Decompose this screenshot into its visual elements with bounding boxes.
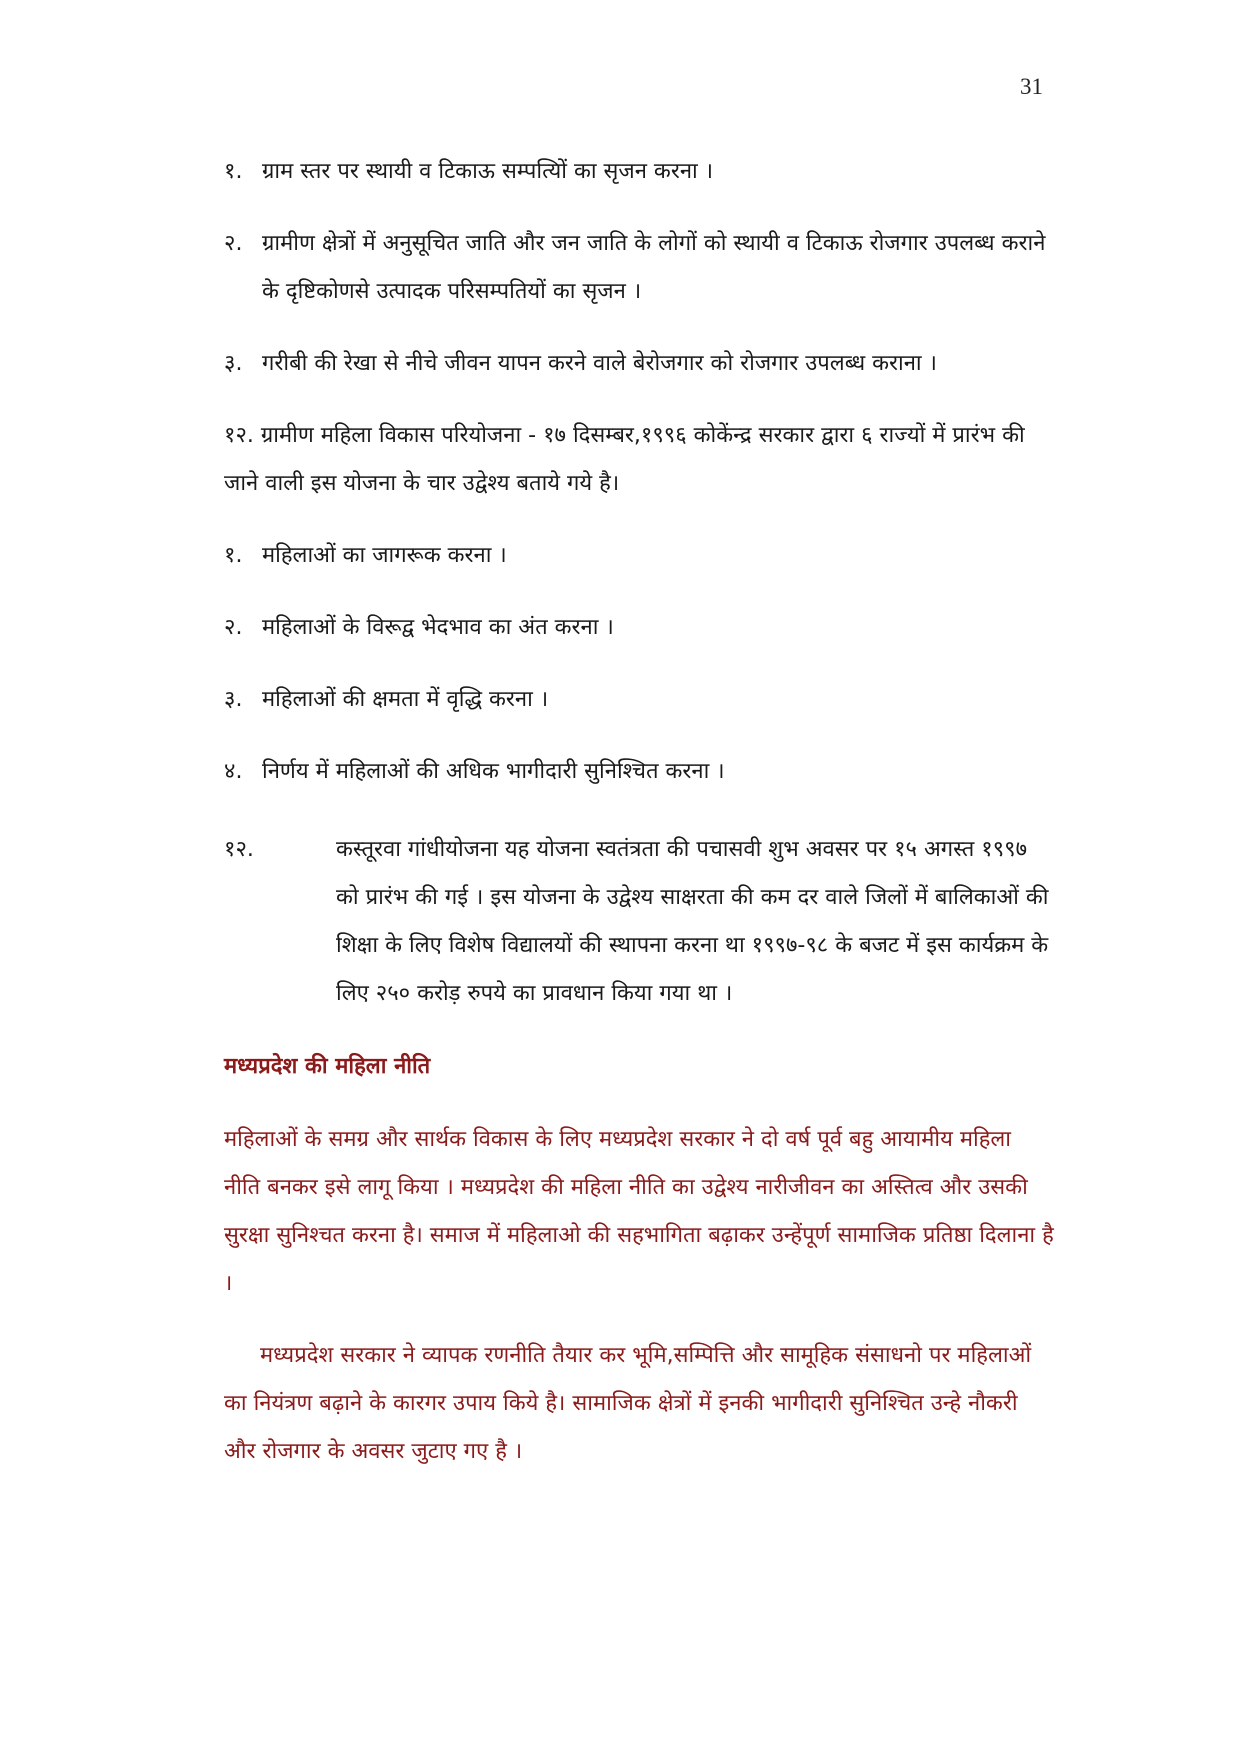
list-number: २. [224,615,243,640]
list-item [224,676,1054,724]
list-item [224,340,1054,388]
section-paragraph-2: मध्यप्रदेश सरकार ने व्यापक रणनीति तैयार कर भूमि,सम्पित्ति और सामूहिक संसाधनो पर महिलाओं का नियंत्रण बढ़ाने के कारगर उपाय किये है। सामाजिक क्षेत्रों में इनकी भागीदारी सुनिश्चित उन्हे नौकरी और रोजगार के अवसर जुटाए गए है । [224,1343,1032,1464]
list-number: २. [224,231,243,256]
list-text: गरीबी की रेखा से नीचे जीवन यापन करने वाले बेरोजगार को रोजगार उपलब्ध कराना । [262,351,937,376]
list-text: महिलाओं के विरूद्व भेदभाव का अंत करना । [262,615,614,640]
section-heading: मध्यप्रदेश की महिला नीति [224,1054,431,1079]
list-number: ३. [224,687,243,712]
list-item [224,604,1054,652]
list-item [224,532,1054,580]
list-item [224,220,1054,316]
list-number: १. [224,159,243,184]
list-item [224,748,1054,796]
list-number: १२. [224,837,254,862]
list-number: ४. [224,759,243,784]
list-text: निर्णय में महिलाओं की अधिक भागीदारी सुनिश्चित करना । [262,759,725,784]
kasturba-scheme-item [224,826,1054,1018]
list-text: ग्रामीण क्षेत्रों में अनुसूचित जाति और जन जाति के लोगों को स्थायी व टिकाऊ रोजगार उपलब्ध कराने के दृष्टिकोणसे उत्पादक परिसम्पतियों का सृजन । [262,231,1046,304]
kasturba-scheme-text: कस्तूरवा गांधीयोजना यह योजना स्वतंत्रता की पचासवी शुभ अवसर पर १५ अगस्त १९९७ को प्रारंभ की गई । इस योजना के उद्वेश्य साक्षरता की कम दर वाले जिलों में बालिकाओं की शिक्षा के लिए विशेष विद्यालयों की स्थापना करना था १९९७-९८ के बजट में इस कार्यक्रम के लिए २५० करोड़ रुपये का प्रावधान किया गया था । [336,837,1049,1006]
paragraph-scheme-12: १२. ग्रामीण महिला विकास परियोजना - १७ दिसम्बर,१९९६ कोकेंन्द्र सरकार द्वारा ६ राज्यों में प्रारंभ की जाने वाली इस योजना के चार उद्वेश्य बताये गये है। [224,423,1025,496]
list-text: ग्राम स्तर पर स्थायी व टिकाऊ सम्पत्यिों का सृजन करना । [262,159,714,184]
list-text: महिलाओं की क्षमता में वृद्धि करना । [262,687,549,712]
list-item [224,148,1054,196]
list-number: १. [224,543,243,568]
list-text: महिलाओं का जागरूक करना । [262,543,507,568]
document-body [224,148,1054,1500]
section-paragraph-1: महिलाओं के समग्र और सार्थक विकास के लिए मध्यप्रदेश सरकार ने दो वर्ष पूर्व बहु आयामीय महिला नीति बनकर इसे लागू किया । मध्यप्रदेश की महिला नीति का उद्वेश्य नारीजीवन का अस्तित्व और उसकी सुरक्षा सुनिश्चत करना है। समाज में महिलाओ की सहभागिता बढ़ाकर उन्हेंपूर्ण सामाजिक प्रतिष्ठा दिलाना है । [224,1127,1054,1296]
list-number: ३. [224,351,243,376]
page-number: 31 [1020,74,1043,99]
